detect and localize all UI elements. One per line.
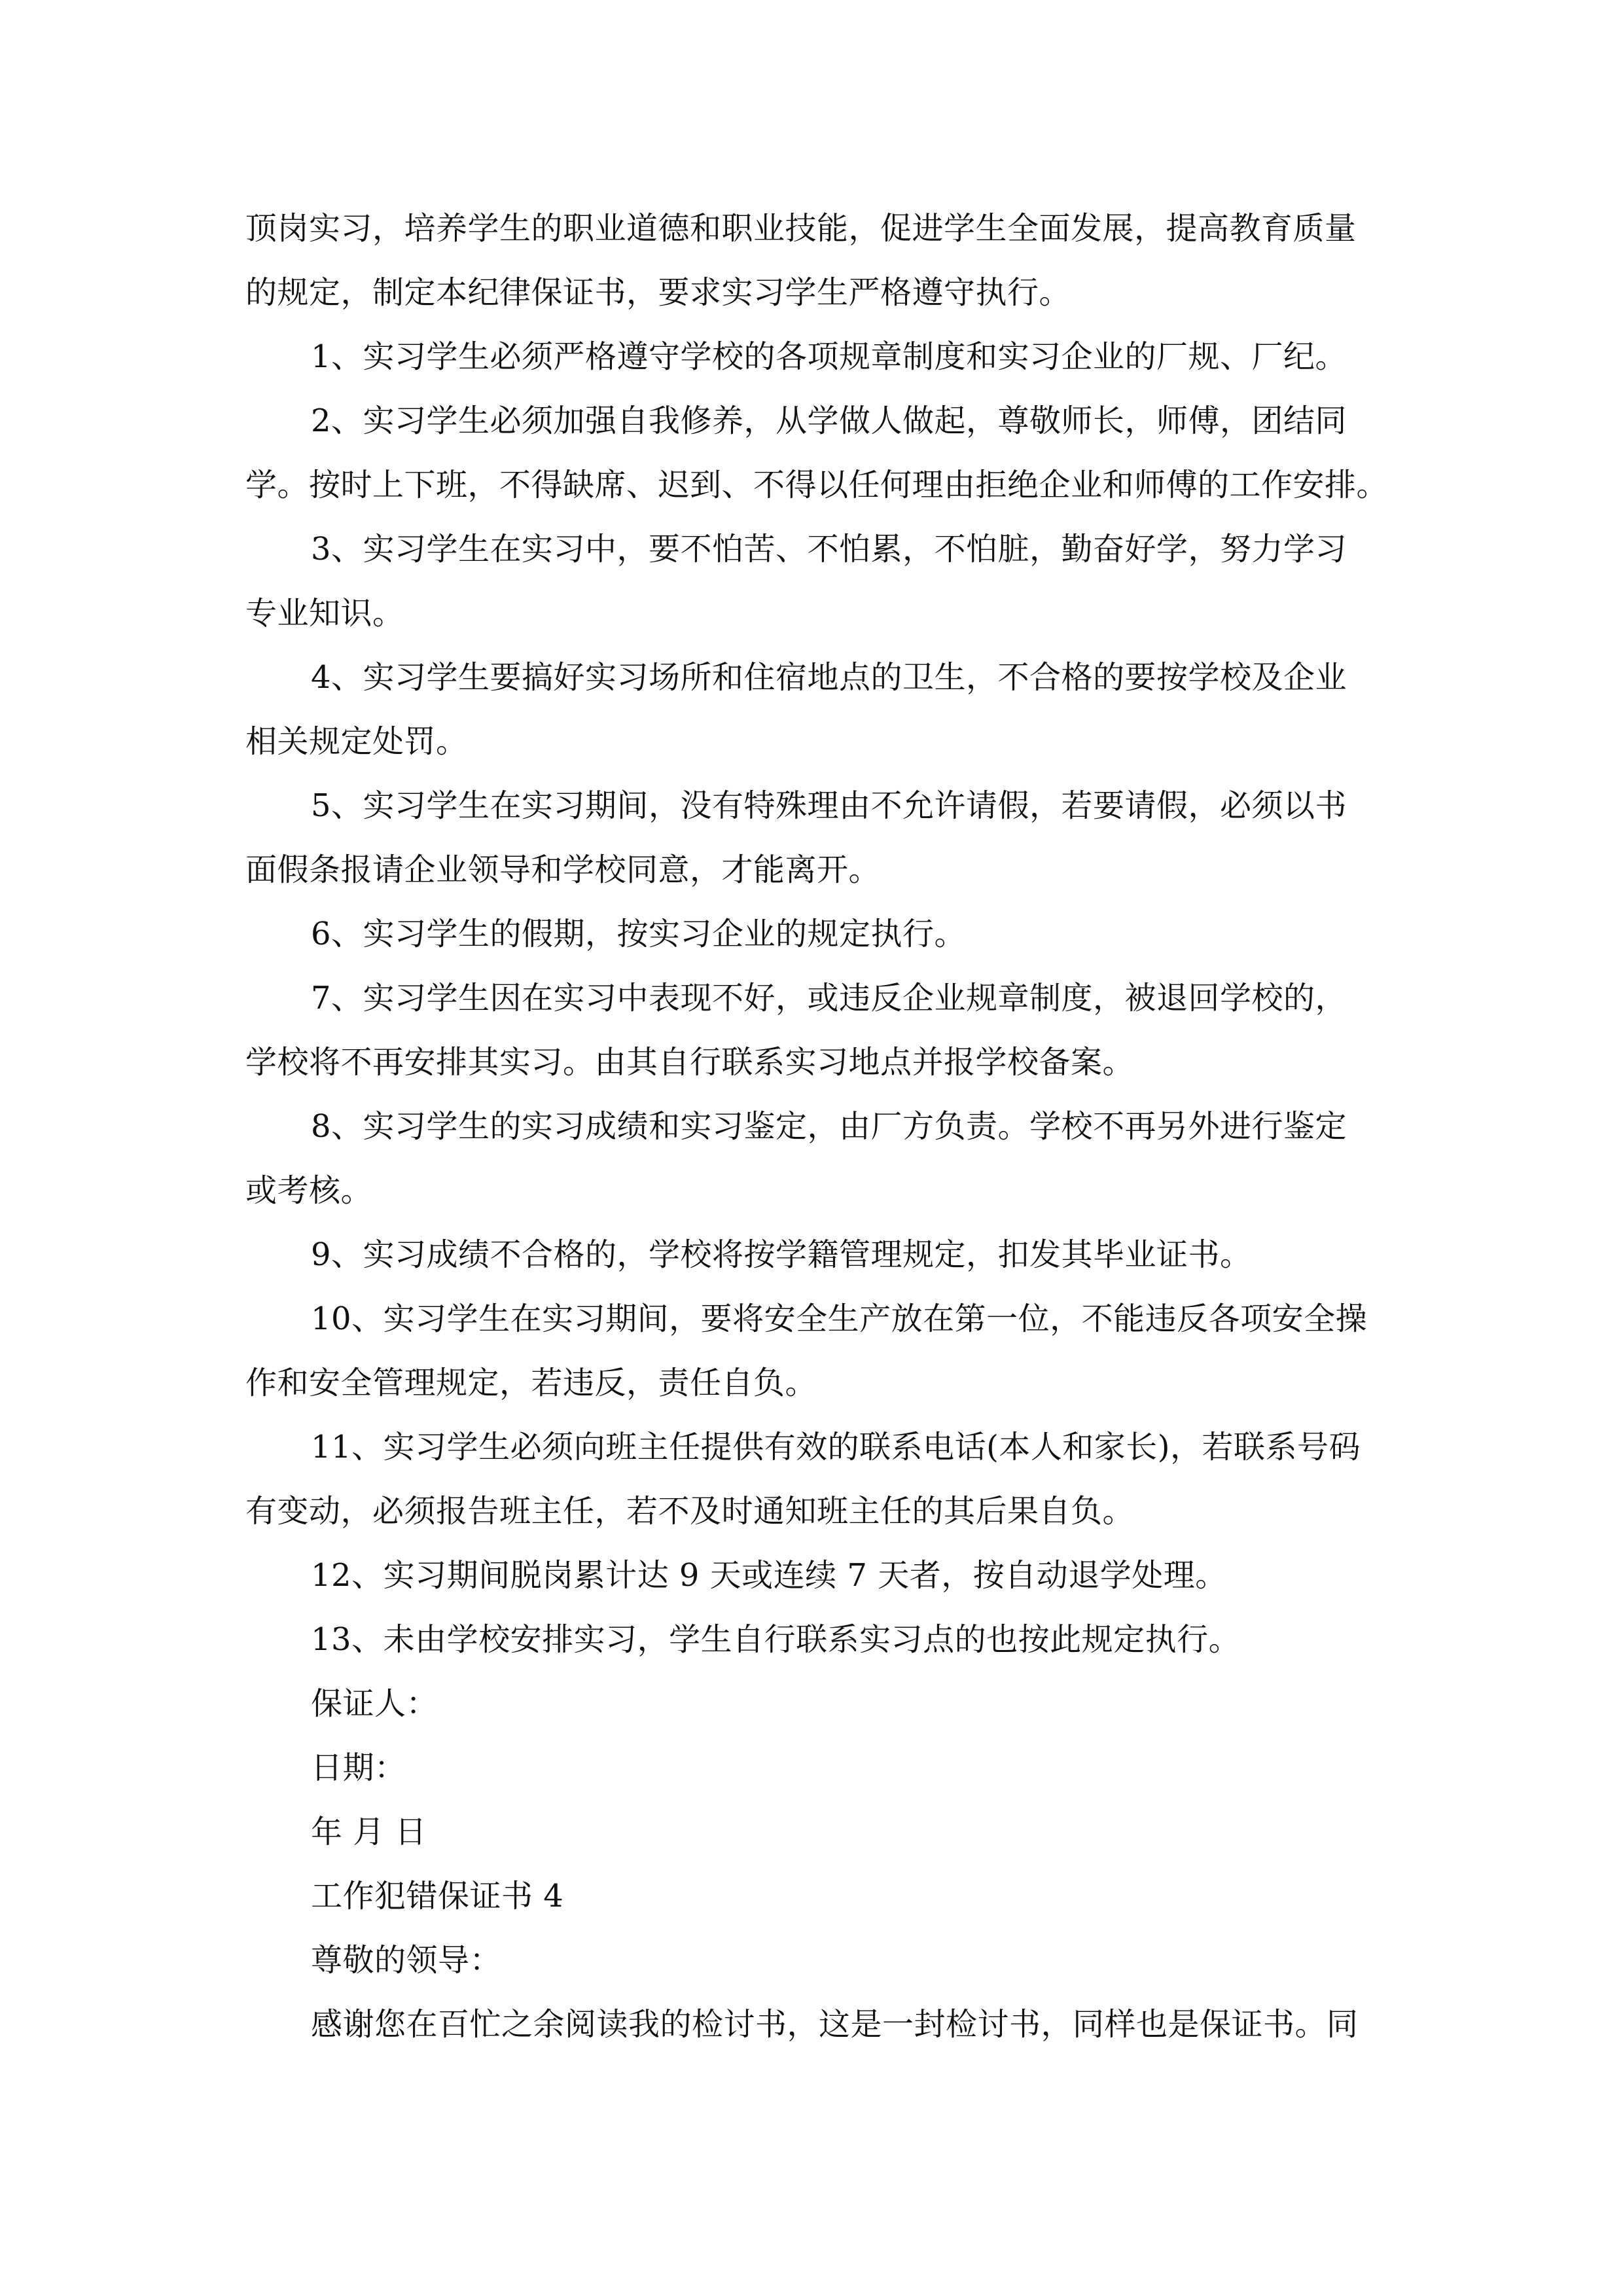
text-line: 感谢您在百忙之余阅读我的检讨书，这是一封检讨书，同样也是保证书。同 (311, 2006, 1359, 2043)
text-line: 年 月 日 (311, 1814, 427, 1850)
text-line: 面假条报请企业领导和学校同意，才能离开。 (245, 852, 881, 888)
text-line: 学。按时上下班，不得缺席、迟到、不得以任何理由拒绝企业和师傅的工作安排。 (245, 467, 1389, 503)
text-line: 学校将不再安排其实习。由其自行联系实习地点并报学校备案。 (245, 1044, 1135, 1081)
text-line: 3、实习学生在实习中，要不怕苦、不怕累，不怕脏，勤奋好学，努力学习 (311, 531, 1347, 567)
text-line: 7、实习学生因在实习中表现不好，或违反企业规章制度，被退回学校的， (311, 980, 1347, 1016)
text-line: 的规定，制定本纪律保证书，要求实习学生严格遵守执行。 (245, 274, 1071, 311)
text-line: 日期： (311, 1749, 406, 1786)
text-line: 9、实习成绩不合格的，学校将按学籍管理规定，扣发其毕业证书。 (311, 1236, 1252, 1273)
text-line: 2、实习学生必须加强自我修养，从学做人做起，尊敬师长，师傅，团结同 (311, 403, 1347, 439)
text-line: 尊敬的领导： (311, 1942, 502, 1979)
text-line: 6、实习学生的假期，按实习企业的规定执行。 (311, 916, 967, 952)
text-line: 12、实习期间脱岗累计达 9 天或连续 7 天者，按自动退学处理。 (311, 1557, 1227, 1594)
text-line: 4、实习学生要搞好实习场所和住宿地点的卫生，不合格的要按学校及企业 (311, 659, 1347, 696)
text-line: 保证人： (311, 1685, 438, 1722)
document-body (245, 196, 1389, 2056)
text-line: 顶岗实习，培养学生的职业道德和职业技能，促进学生全面发展，提高教育质量 (245, 210, 1357, 247)
text-line: 11、实习学生必须向班主任提供有效的联系电话(本人和家长)，若联系号码 (311, 1429, 1361, 1465)
text-line: 有变动，必须报告班主任，若不及时通知班主任的其后果自负。 (245, 1493, 1135, 1530)
text-line: 8、实习学生的实习成绩和实习鉴定，由厂方负责。学校不再另外进行鉴定 (311, 1108, 1347, 1145)
text-line: 相关规定处罚。 (245, 723, 468, 760)
text-line: 专业知识。 (245, 595, 404, 632)
text-line: 1、实习学生必须严格遵守学校的各项规章制度和实习企业的厂规、厂纪。 (311, 338, 1347, 375)
text-line: 或考核。 (245, 1172, 373, 1209)
text-line: 作和安全管理规定，若违反，责任自负。 (245, 1365, 817, 1401)
text-line: 10、实习学生在实习期间，要将安全生产放在第一位，不能违反各项安全操 (311, 1300, 1368, 1337)
text-line: 13、未由学校安排实习，学生自行联系实习点的也按此规定执行。 (311, 1621, 1241, 1658)
text-line: 5、实习学生在实习期间，没有特殊理由不允许请假，若要请假，必须以书 (311, 787, 1347, 824)
text-line: 工作犯错保证书 4 (311, 1878, 564, 1914)
